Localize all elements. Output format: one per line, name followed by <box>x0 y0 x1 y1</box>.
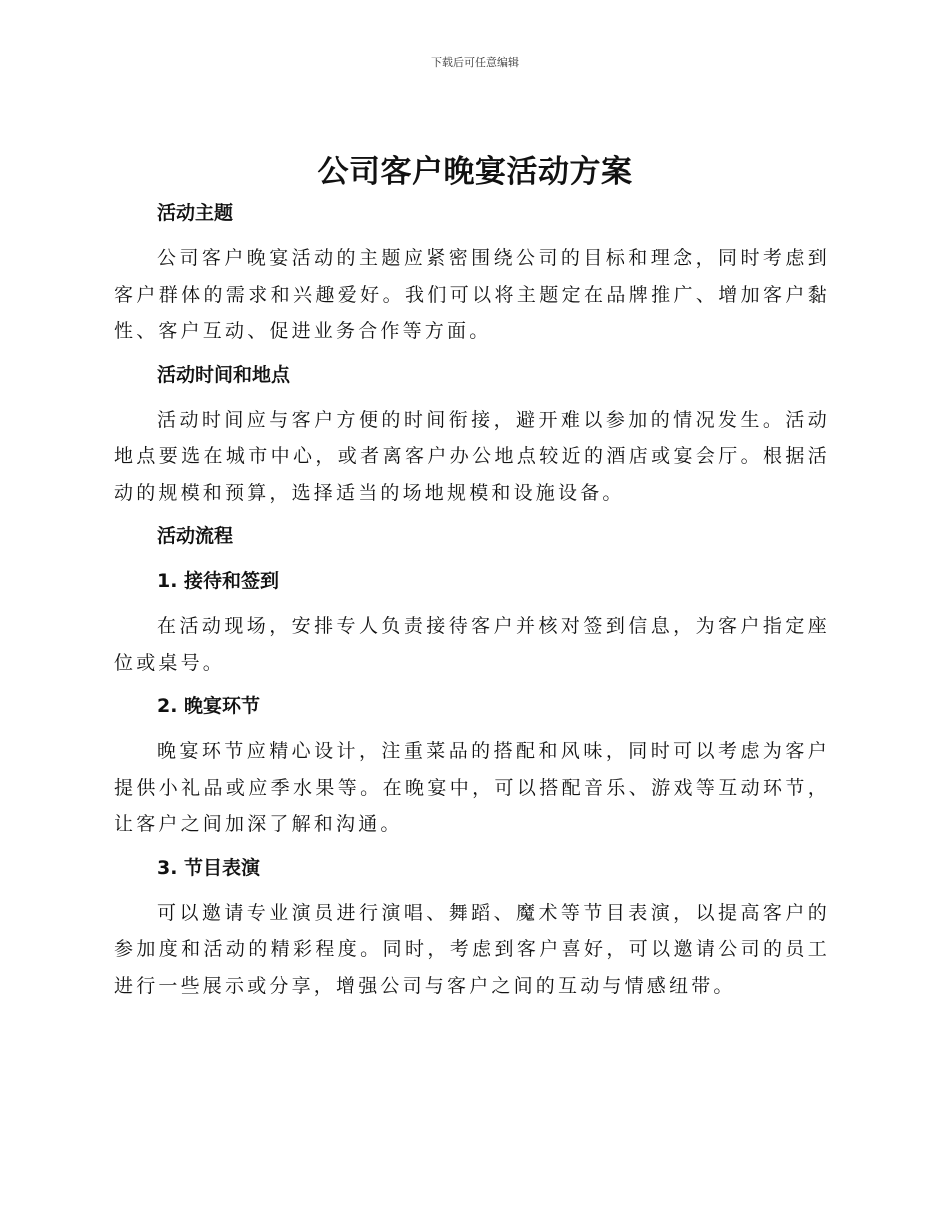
section-paragraph-performance: 可以邀请专业演员进行演唱、舞蹈、魔术等节目表演，以提高客户的参加度和活动的精彩程度。同时，考虑到客户喜好，可以邀请公司的员工进行一些展示或分享，增强公司与客户之间的互动与情感纽带。 <box>114 901 830 997</box>
section-heading-time-place: 活动时间和地点 <box>157 363 291 386</box>
document-body <box>114 195 830 1004</box>
section-paragraph-dinner: 晚宴环节应精心设计，注重菜品的搭配和风味，同时可以考虑为客户提供小礼品或应季水果等。在晚宴中，可以搭配音乐、游戏等互动环节，让客户之间加深了解和沟通。 <box>114 740 830 835</box>
section-heading-reception: 1. 接待和签到 <box>157 570 280 592</box>
section-heading-performance: 3. 节目表演 <box>157 856 261 879</box>
section-paragraph-time-place: 活动时间应与客户方便的时间衔接，避开难以参加的情况发生。活动地点要选在城市中心，或者离客户办公地点较近的酒店或宴会厅。根据活动的规模和预算，选择适当的场地规模和设施设备。 <box>114 408 830 504</box>
section-paragraph-theme: 公司客户晚宴活动的主题应紧密围绕公司的目标和理念，同时考虑到客户群体的需求和兴趣爱好。我们可以将主题定在品牌推广、增加客户黏性、客户互动、促进业务合作等方面。 <box>114 247 830 342</box>
document-title: 公司客户晚宴活动方案 <box>317 154 633 190</box>
section-heading-dinner: 2. 晚宴环节 <box>157 695 261 717</box>
section-paragraph-reception: 在活动现场，安排专人负责接待客户并核对签到信息，为客户指定座位或桌号。 <box>114 615 830 674</box>
header-note: 下载后可任意编辑 <box>431 56 519 69</box>
section-heading-theme: 活动主题 <box>157 202 234 224</box>
section-heading-process: 活动流程 <box>157 525 234 547</box>
